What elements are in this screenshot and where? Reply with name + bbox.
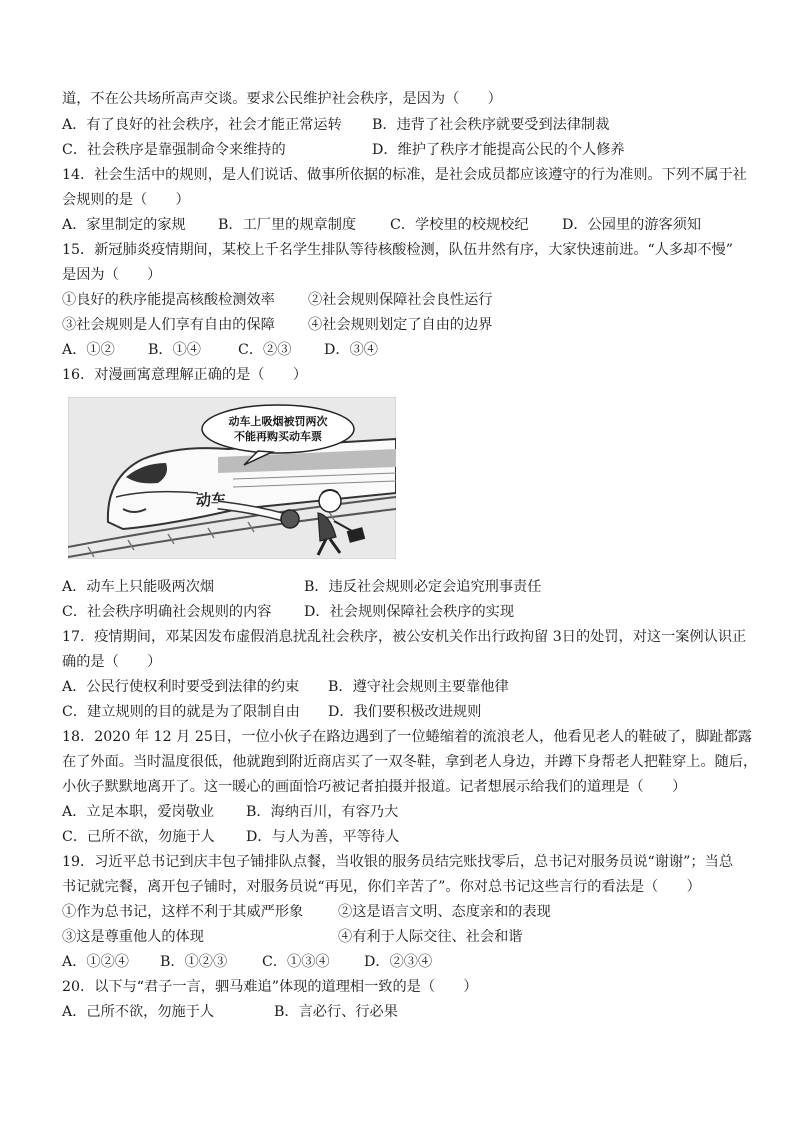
- bubble-text-line2: 不能再购买动车票: [234, 430, 322, 443]
- q19-statement-1: ①作为总书记，这样不利于其威严形象: [62, 904, 304, 920]
- q13-option-d[interactable]: D．维护了秩序才能提高公民的个人修养: [372, 142, 625, 158]
- q17-option-d[interactable]: D．我们要积极改进规则: [328, 704, 482, 720]
- q16-option-c[interactable]: C．社会秩序明确社会规则的内容: [62, 604, 272, 620]
- q13-stem-tail: 道，不在公共场所高声交谈。要求公民维护社会秩序，是因为（ ）: [62, 91, 502, 107]
- q14-option-a[interactable]: A．家里制定的家规: [62, 217, 186, 233]
- q15-statement-2: ②社会规则保障社会良性运行: [308, 292, 493, 308]
- q19-option-b[interactable]: B．①②③: [160, 954, 228, 970]
- q20-stem: 20．以下与“君子一言，驷马难追”体现的道理相一致的是（ ）: [62, 979, 478, 995]
- q14-option-c[interactable]: C．学校里的校规校纪: [390, 217, 529, 233]
- q19-option-a[interactable]: A．①②④: [62, 954, 129, 970]
- q14-stem-line2: 会规则的是（ ）: [62, 192, 190, 208]
- q18-option-c[interactable]: C．己所不欲，勿施于人: [62, 829, 215, 845]
- q15-option-d[interactable]: D．③④: [324, 342, 378, 358]
- q13-option-c[interactable]: C．社会秩序是靠强制命令来维持的: [62, 142, 286, 158]
- q15-statement-1: ①良好的秩序能提高核酸检测效率: [62, 292, 275, 308]
- q19-statement-3: ③这是尊重他人的体现: [62, 929, 204, 945]
- q15-option-b[interactable]: B．①④: [148, 342, 201, 358]
- q14-stem-line1: 14．社会生活中的规则，是人们说话、做事所依据的标准，是社会成员都应该遵守的行为准则。下列不属于社: [62, 167, 747, 183]
- q13-option-b[interactable]: B．违背了社会秩序就要受到法律制裁: [372, 117, 610, 133]
- q18-option-b[interactable]: B．海纳百川，有容乃大: [246, 804, 399, 820]
- q20-option-a[interactable]: A．己所不欲，勿施于人: [62, 1004, 215, 1020]
- q17-stem-line1: 17．疫情期间，邓某因发布虚假消息扰乱社会秩序，被公安机关作出行政拘留 3日的处罚，对这一案例认识正: [62, 629, 747, 645]
- q16-stem: 16．对漫画寓意理解正确的是（ ）: [62, 367, 308, 383]
- q17-option-b[interactable]: B．遵守社会规则主要靠他律: [328, 679, 509, 695]
- q13-option-a[interactable]: A．有了良好的社会秩序，社会才能正常运转: [62, 117, 342, 133]
- q17-option-c[interactable]: C．建立规则的目的就是为了限制自由: [62, 704, 300, 720]
- q16-option-b[interactable]: B．违反社会规则必定会追究刑事责任: [304, 579, 542, 595]
- q15-statement-3: ③社会规则是人们享有自由的保障: [62, 317, 275, 333]
- q14-option-d[interactable]: D．公园里的游客须知: [562, 217, 702, 233]
- q17-option-a[interactable]: A．公民行使权利时要受到法律的约束: [62, 679, 300, 695]
- q15-option-c[interactable]: C．②③: [238, 342, 292, 358]
- q19-statement-4: ④有利于人际交往、社会和谐: [338, 929, 523, 945]
- q18-stem-line2: 在了外面。当时温度很低，他就跑到附近商店买了一双冬鞋，拿到老人身边，并蹲下身帮老人把鞋穿上。随后，: [62, 754, 758, 770]
- q19-option-d[interactable]: D．②③④: [364, 954, 433, 970]
- q16-option-d[interactable]: D．社会规则保障社会秩序的实现: [304, 604, 515, 620]
- q19-stem-line1: 19．习近平总书记到庆丰包子铺排队点餐，当收银的服务员结完账找零后，总书记对服务员说“谢谢”；当总: [62, 854, 734, 870]
- q16-cartoon: [68, 397, 396, 559]
- q15-statement-4: ④社会规则划定了自由的边界: [308, 317, 493, 333]
- q14-option-b[interactable]: B．工厂里的规章制度: [218, 217, 357, 233]
- q20-option-b[interactable]: B．言必行、行必果: [274, 1004, 398, 1020]
- q18-stem-line1: 18．2020 年 12 月 25日，一位小伙子在路边遇到了一位蜷缩着的流浪老人，他看见老人的鞋破了，脚趾都露: [62, 729, 752, 745]
- q19-option-c[interactable]: C．①③④: [262, 954, 330, 970]
- q15-stem-line1: 15．新冠肺炎疫情期间，某校上千名学生排队等待核酸检测，队伍井然有序，大家快速前进。“人多却不慢”: [62, 242, 734, 258]
- q17-stem-line2: 确的是（ ）: [62, 654, 162, 670]
- train-fist: [281, 510, 299, 528]
- q16-option-a[interactable]: A．动车上只能吸两次烟: [62, 579, 215, 595]
- q15-option-a[interactable]: A．①②: [62, 342, 115, 358]
- q18-stem-line3: 小伙子默默地离开了。这一暖心的画面恰巧被记者拍摄并报道。记者想展示给我们的道理是（ ）: [62, 779, 687, 795]
- bubble-text-line1: 动车上吸烟被罚两次: [228, 415, 328, 428]
- q18-option-a[interactable]: A．立足本职，爱岗敬业: [62, 804, 215, 820]
- train-label: 动车: [196, 491, 227, 509]
- q15-stem-line2: 是因为（ ）: [62, 267, 162, 283]
- q19-stem-line2: 书记就完餐，离开包子铺时，对服务员说“再见，你们辛苦了”。你对总书记这些言行的看法是（ ）: [62, 879, 701, 895]
- q19-statement-2: ②这是语言文明、态度亲和的表现: [338, 904, 551, 920]
- q18-option-d[interactable]: D．与人为善，平等待人: [246, 829, 400, 845]
